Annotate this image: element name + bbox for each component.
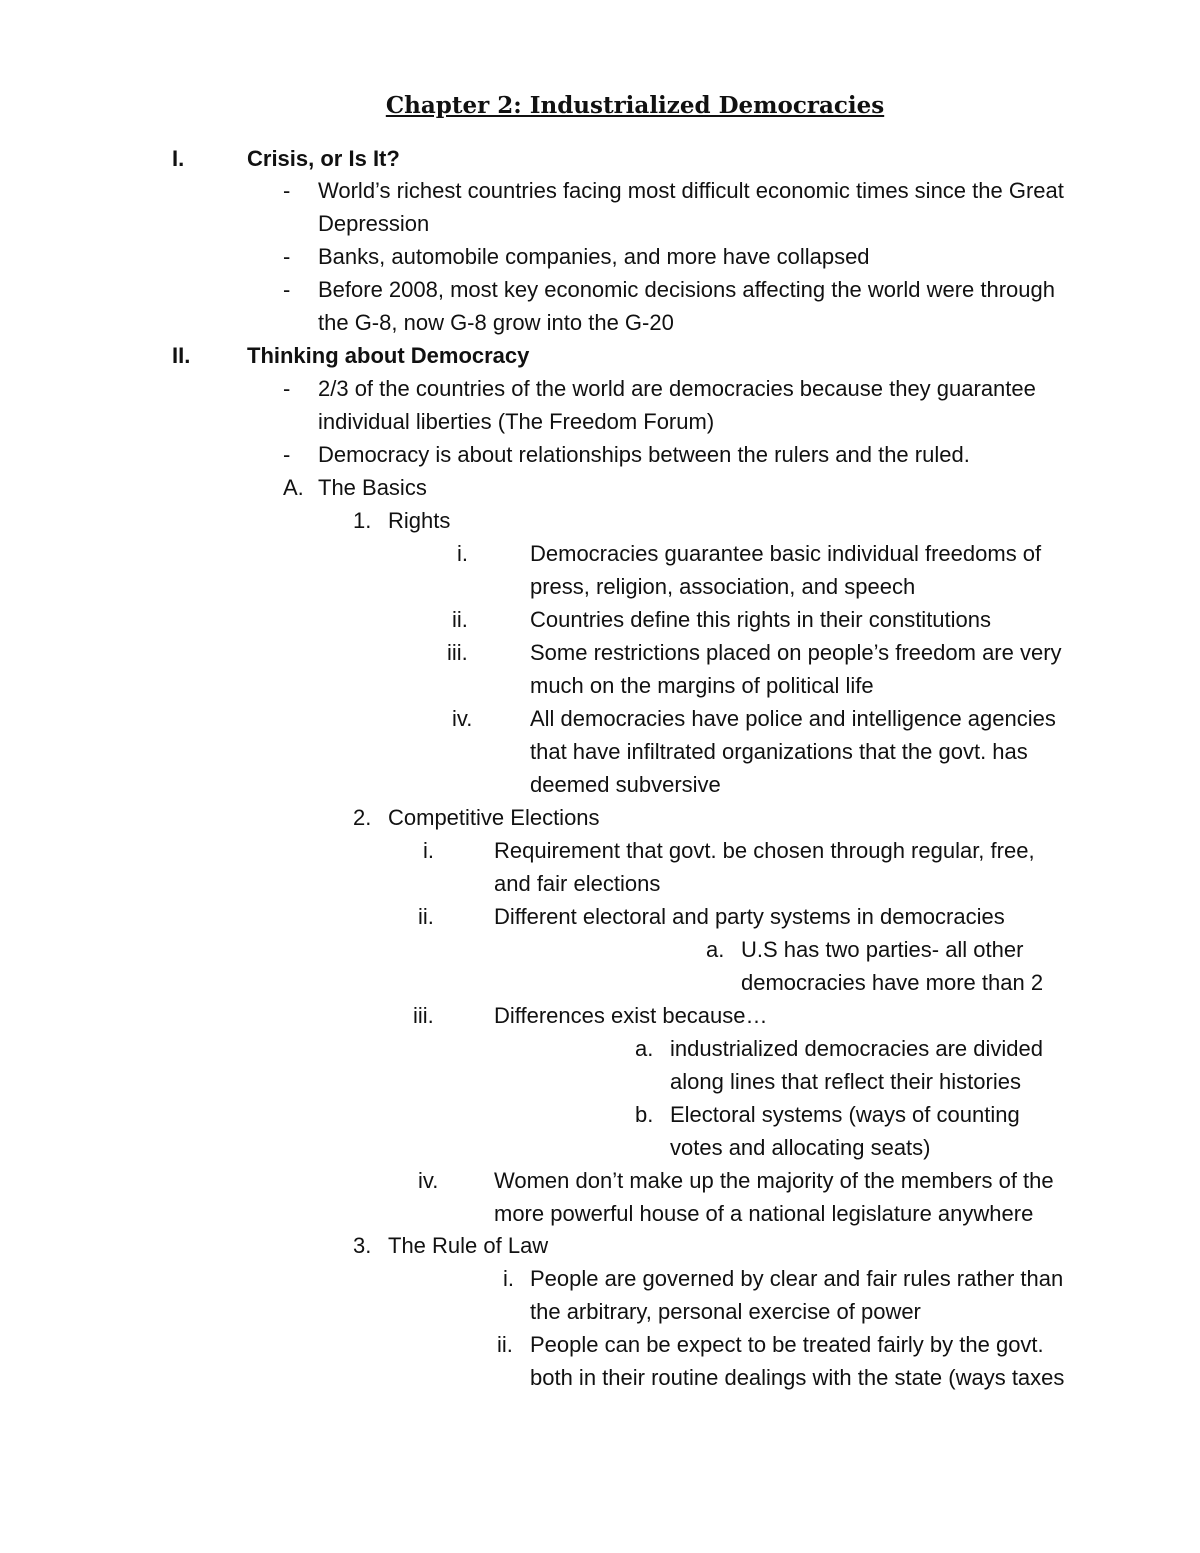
bullet-text: Banks, automobile companies, and more have collapsed xyxy=(318,244,870,269)
subpoint-marker: b. xyxy=(635,1102,654,1127)
point-text: the arbitrary, personal exercise of power xyxy=(530,1299,921,1324)
point-marker: ii. xyxy=(418,904,434,929)
point-marker: i. xyxy=(503,1266,514,1291)
point-marker: i. xyxy=(423,838,434,863)
bullet-text: Depression xyxy=(318,211,430,236)
point-text: much on the margins of political life xyxy=(530,673,874,698)
item-heading: Competitive Elections xyxy=(388,805,600,830)
section-marker: I. xyxy=(172,146,185,171)
point-marker: iii. xyxy=(447,640,468,665)
point-text: and fair elections xyxy=(494,871,661,896)
point-text: Requirement that govt. be chosen through regular, free, xyxy=(494,838,1035,863)
subpoint-text: along lines that reflect their histories xyxy=(670,1069,1021,1094)
point-text: People can be expect to be treated fairly by the govt. xyxy=(530,1332,1044,1357)
bullet-marker: - xyxy=(283,244,291,269)
point-text: All democracies have police and intelligence agencies xyxy=(530,706,1056,731)
item-marker: 1. xyxy=(353,508,372,533)
point-text: deemed subversive xyxy=(530,772,721,797)
point-text: both in their routine dealings with the state (ways taxes xyxy=(530,1365,1065,1390)
point-marker: ii. xyxy=(452,607,468,632)
subpoint-text: Electoral systems (ways of counting xyxy=(670,1102,1020,1127)
bullet-text: Before 2008, most key economic decisions affecting the world were through xyxy=(318,277,1055,302)
point-text: that have infiltrated organizations that the govt. has xyxy=(530,739,1028,764)
item-heading: Rights xyxy=(388,508,451,533)
point-text: Differences exist because… xyxy=(494,1003,768,1028)
subpoint-text: votes and allocating seats) xyxy=(670,1135,931,1160)
point-text: Some restrictions placed on people’s freedom are very xyxy=(530,640,1062,665)
point-marker: iv. xyxy=(452,706,473,731)
point-marker: ii. xyxy=(497,1332,513,1357)
point-marker: i. xyxy=(457,541,468,566)
bullet-text: Democracy is about relationships between the rulers and the ruled. xyxy=(318,442,970,467)
item-marker: 2. xyxy=(353,805,372,830)
point-text: Countries define this rights in their constitutions xyxy=(530,607,992,632)
point-text: Democracies guarantee basic individual freedoms of xyxy=(530,541,1042,566)
point-text: Different electoral and party systems in democracies xyxy=(494,904,1005,929)
bullet-text: individual liberties (The Freedom Forum) xyxy=(318,409,715,434)
subpoint-marker: a. xyxy=(706,937,725,962)
subsection-heading: The Basics xyxy=(318,475,427,500)
subpoint-marker: a. xyxy=(635,1036,654,1061)
subpoint-text: U.S has two parties- all other xyxy=(741,937,1024,962)
bullet-marker: - xyxy=(283,277,291,302)
point-marker: iii. xyxy=(413,1003,434,1028)
point-text: more powerful house of a national legislature anywhere xyxy=(494,1201,1034,1226)
subpoint-text: industrialized democracies are divided xyxy=(670,1036,1043,1061)
bullet-marker: - xyxy=(283,178,291,203)
bullet-marker: - xyxy=(283,442,291,467)
point-text: Women don’t make up the majority of the members of the xyxy=(494,1168,1054,1193)
bullet-text: 2/3 of the countries of the world are democracies because they guarantee xyxy=(318,376,1036,401)
section-heading: Crisis, or Is It? xyxy=(247,146,400,171)
point-text: press, religion, association, and speech xyxy=(530,574,916,599)
bullet-text: World’s richest countries facing most difficult economic times since the Great xyxy=(318,178,1064,203)
item-heading: The Rule of Law xyxy=(388,1233,549,1258)
subpoint-text: democracies have more than 2 xyxy=(741,970,1044,995)
page-title: Chapter 2: Industrialized Democracies xyxy=(385,92,885,119)
bullet-text: the G-8, now G-8 grow into the G-20 xyxy=(318,310,674,335)
point-text: People are governed by clear and fair rules rather than xyxy=(530,1266,1064,1291)
item-marker: 3. xyxy=(353,1233,372,1258)
bullet-marker: - xyxy=(283,376,291,401)
point-marker: iv. xyxy=(418,1168,439,1193)
section-heading: Thinking about Democracy xyxy=(247,343,530,368)
section-marker: II. xyxy=(172,343,191,368)
subsection-marker: A. xyxy=(283,475,304,500)
